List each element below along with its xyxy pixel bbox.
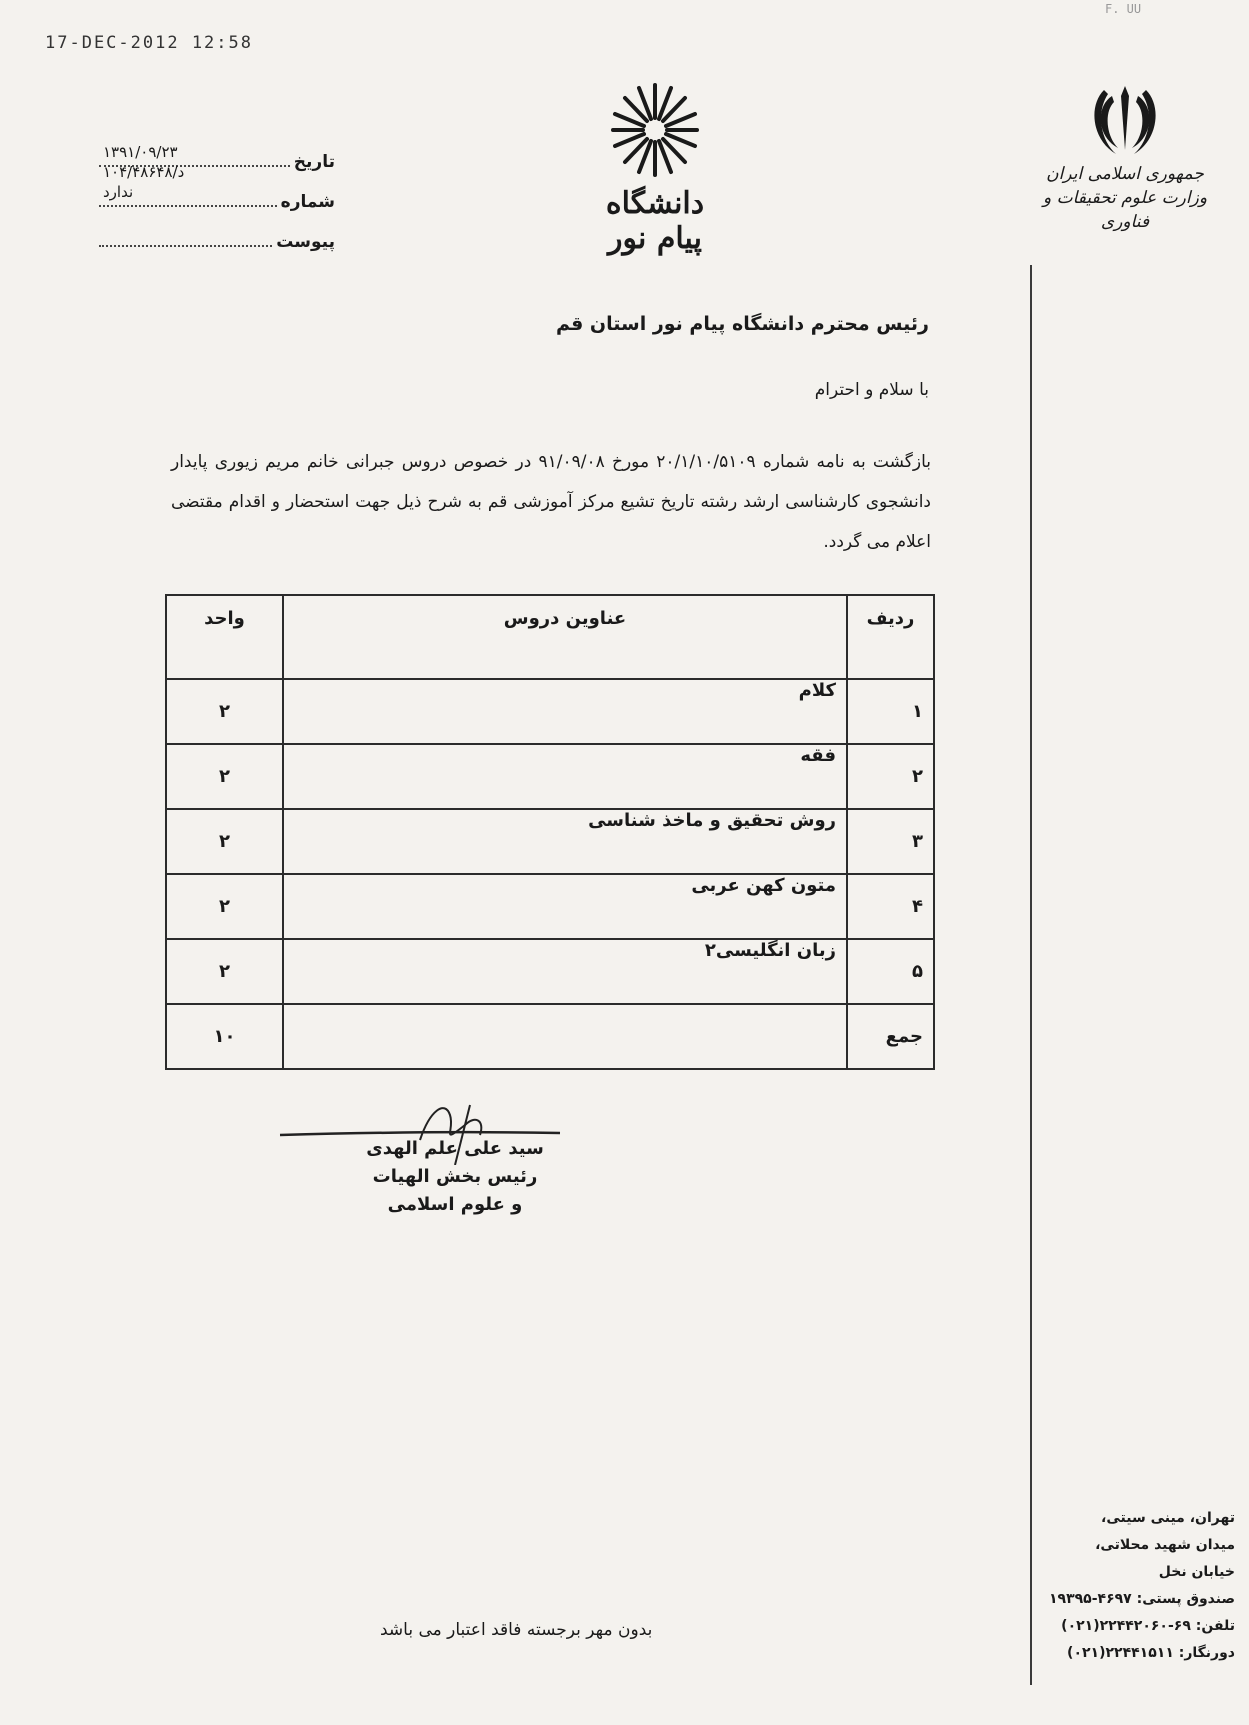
total-label: جمع <box>847 1004 934 1069</box>
course-title: زبان انگلیسی۲ <box>283 939 847 1004</box>
course-unit: ۲ <box>166 744 283 809</box>
phone: تلفن: ۶۹-۲۲۴۴۲۰۶۰(۰۲۱) <box>1061 1618 1235 1634</box>
iran-emblem-icon <box>1090 80 1160 158</box>
course-title: فقه <box>283 744 847 809</box>
recipient: رئیس محترم دانشگاه پیام نور استان قم <box>555 313 929 335</box>
table-total-row <box>166 1004 934 1069</box>
course-title: کلام <box>283 679 847 744</box>
table-row <box>166 874 934 939</box>
row-number: ۴ <box>847 874 934 939</box>
number-label: شماره <box>280 192 335 212</box>
university-name: دانشگاه پیام نور <box>605 186 705 256</box>
signer-title-2: و علوم اسلامی <box>387 1194 523 1215</box>
date-label: تاریخ <box>293 152 335 172</box>
header-unit: واحد <box>166 595 283 679</box>
table-header-row <box>166 595 934 679</box>
table-row <box>166 809 934 874</box>
header-row-number: ردیف <box>847 595 934 679</box>
attachment-label: پیوست <box>276 232 335 252</box>
signer-name: سید علی علم الهدی <box>366 1138 544 1159</box>
corner-mark: F. UU <box>1105 2 1142 16</box>
header-course-title: عناوین دروس <box>283 595 847 679</box>
government-emblem <box>1020 80 1230 234</box>
course-unit: ۲ <box>166 679 283 744</box>
row-number: ۵ <box>847 939 934 1004</box>
courses-table <box>165 594 935 1070</box>
greeting: با سلام و احترام <box>814 380 929 400</box>
university-logo <box>585 80 725 280</box>
letter-paragraph: بازگشت به نامه شماره ۲۰/۱/۱۰/۵۱۰۹ مورخ ۹۱/۰۹/۰۸ در خصوص دروس جبرانی خانم مریم زیوری پایدار دانشجوی کارشناسی ارشد رشته تاریخ تشیع مرکز آموزشی قم به شرح ذیل جهت استحضار و اقدام مقتضی اعلام می گردد. <box>171 452 931 552</box>
table-row <box>166 939 934 1004</box>
course-unit: ۲ <box>166 874 283 939</box>
number-row <box>95 163 335 212</box>
course-title: روش تحقیق و ماخذ شناسی <box>283 809 847 874</box>
number-value: ۱۰۴/۴۸۶۴۸/د <box>103 163 185 181</box>
row-number: ۱ <box>847 679 934 744</box>
letter-meta <box>95 132 335 252</box>
fax-timestamp: 17-DEC-2012 12:58 <box>45 33 253 53</box>
row-number: ۳ <box>847 809 934 874</box>
table-row <box>166 744 934 809</box>
course-title: متون کهن عربی <box>283 874 847 939</box>
course-unit: ۲ <box>166 939 283 1004</box>
course-unit: ۲ <box>166 809 283 874</box>
government-line2: وزارت علوم تحقیقات و فناوری <box>1042 188 1208 232</box>
address-line: خیابان نخل <box>1158 1564 1235 1580</box>
sunburst-logo-icon <box>610 80 700 180</box>
margin-divider <box>1030 265 1032 1685</box>
number-stamp: ندارد <box>103 183 134 201</box>
address-line: میدان شهید محلاتی، <box>1095 1537 1235 1553</box>
attachment-row <box>95 212 335 252</box>
total-value: ۱۰ <box>166 1004 283 1069</box>
row-number: ۲ <box>847 744 934 809</box>
date-value: ۱۳۹۱/۰۹/۲۳ <box>103 143 178 161</box>
fax-number: دورنگار: ۲۲۴۴۱۵۱۱(۰۲۱) <box>1067 1645 1235 1661</box>
table-row <box>166 679 934 744</box>
government-line1: جمهوری اسلامی ایران <box>1046 164 1204 184</box>
address-line: تهران، مینی سیتی، <box>1101 1510 1235 1526</box>
footer-note: بدون مهر برجسته فاقد اعتبار می باشد <box>380 1620 653 1640</box>
postal-box: صندوق پستی: ۴۶۹۷-۱۹۳۹۵ <box>1048 1591 1235 1607</box>
signature-block <box>270 1095 570 1225</box>
address-block <box>1035 1505 1235 1667</box>
signer-title-1: رئیس بخش الهیات <box>372 1166 538 1187</box>
